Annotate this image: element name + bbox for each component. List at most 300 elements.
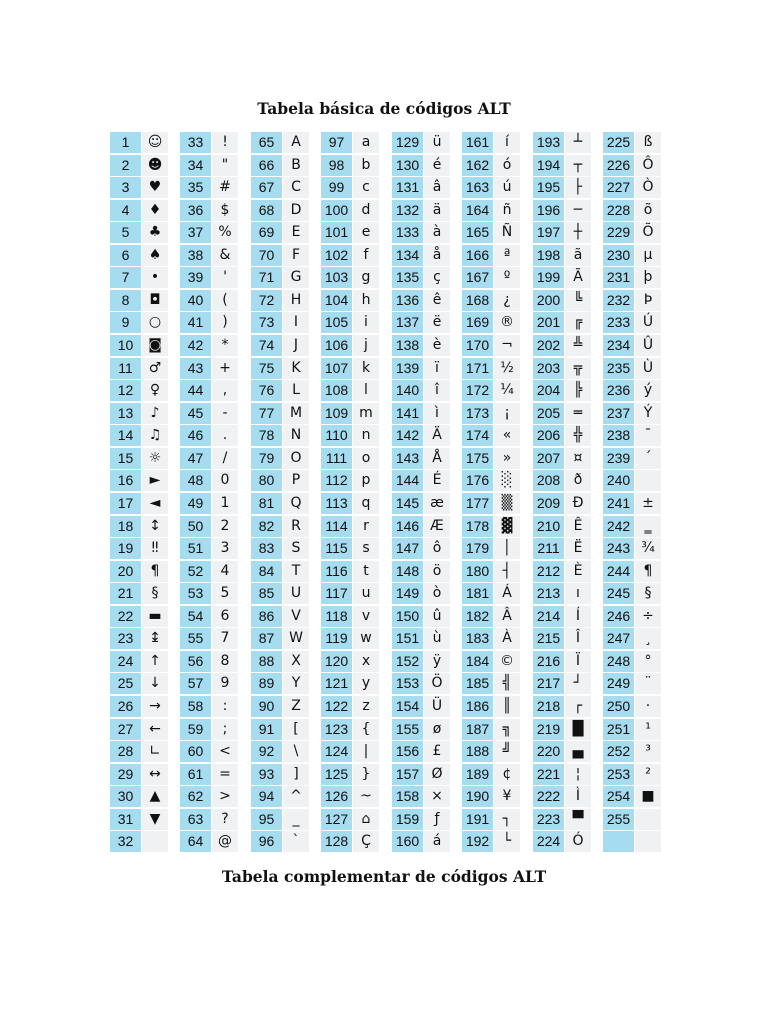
table-cell xyxy=(251,696,309,717)
table-cell xyxy=(251,538,309,559)
alt-code-number: 81 xyxy=(251,493,282,514)
table-cell xyxy=(392,538,450,559)
alt-code-character: ↓ xyxy=(142,673,168,694)
alt-code-number: 103 xyxy=(321,267,352,288)
alt-code-character: ↑ xyxy=(142,651,168,672)
alt-code-character: x xyxy=(353,651,379,672)
alt-code-number: 79 xyxy=(251,448,282,469)
alt-code-character: a xyxy=(353,132,379,153)
alt-code-character: Æ xyxy=(424,516,450,537)
alt-code-number: 18 xyxy=(110,516,141,537)
alt-code-number: 148 xyxy=(392,561,423,582)
alt-code-character: Ú xyxy=(635,312,661,333)
table-cell xyxy=(533,222,591,243)
table-cell xyxy=(251,719,309,740)
table-cell xyxy=(533,177,591,198)
alt-code-character: | xyxy=(353,741,379,762)
alt-code-character: Y xyxy=(283,673,309,694)
alt-code-character: ═ xyxy=(565,403,591,424)
table-cell xyxy=(180,696,238,717)
table-cell xyxy=(533,290,591,311)
table-cell xyxy=(180,267,238,288)
table-cell xyxy=(251,628,309,649)
alt-code-character: ▄ xyxy=(565,741,591,762)
alt-code-character: × xyxy=(424,786,450,807)
table-cell xyxy=(462,673,520,694)
alt-code-number: 177 xyxy=(462,493,493,514)
table-cell xyxy=(392,583,450,604)
table-cell xyxy=(392,696,450,717)
alt-code-number: 143 xyxy=(392,448,423,469)
alt-code-character: ▼ xyxy=(142,809,168,830)
table-cell xyxy=(603,606,661,627)
table-cell xyxy=(392,741,450,762)
table-cell xyxy=(603,470,661,491)
alt-code-number: 100 xyxy=(321,200,352,221)
alt-code-character: ¦ xyxy=(565,764,591,785)
alt-code-character: ▲ xyxy=(142,786,168,807)
alt-code-number: 65 xyxy=(251,132,282,153)
alt-code-number: 80 xyxy=(251,470,282,491)
alt-code-character: ┬ xyxy=(565,155,591,176)
alt-code-character: ¶ xyxy=(635,561,661,582)
table-cell xyxy=(533,425,591,446)
alt-code-character: , xyxy=(212,380,238,401)
table-cell xyxy=(321,290,379,311)
table-cell xyxy=(180,312,238,333)
alt-code-number: 223 xyxy=(533,809,564,830)
table-cell xyxy=(321,380,379,401)
alt-code-character: É xyxy=(424,470,450,491)
table-cell xyxy=(603,358,661,379)
alt-code-number: 153 xyxy=(392,673,423,694)
alt-code-character: ¾ xyxy=(635,538,661,559)
alt-code-number: 66 xyxy=(251,155,282,176)
table-cell xyxy=(533,403,591,424)
table-cell xyxy=(251,358,309,379)
alt-code-character: e xyxy=(353,222,379,243)
table-cell xyxy=(251,583,309,604)
alt-code-character: Ø xyxy=(424,764,450,785)
alt-code-number: 82 xyxy=(251,516,282,537)
alt-code-number: 241 xyxy=(603,493,634,514)
table-cell xyxy=(321,155,379,176)
alt-code-number: 230 xyxy=(603,245,634,266)
alt-code-character: ~ xyxy=(353,786,379,807)
alt-code-character: ⌂ xyxy=(353,809,379,830)
alt-code-character: ü xyxy=(424,132,450,153)
alt-code-number: 246 xyxy=(603,606,634,627)
alt-code-character: À xyxy=(494,628,520,649)
table-cell xyxy=(110,267,168,288)
alt-code-character: ‼ xyxy=(142,538,168,559)
alt-code-character: C xyxy=(283,177,309,198)
alt-code-number: 73 xyxy=(251,312,282,333)
alt-code-number: 234 xyxy=(603,335,634,356)
alt-code-number: 221 xyxy=(533,764,564,785)
alt-code-character: ; xyxy=(212,719,238,740)
alt-code-number: 209 xyxy=(533,493,564,514)
table-cell xyxy=(110,628,168,649)
table-cell xyxy=(180,177,238,198)
table-cell xyxy=(533,312,591,333)
alt-code-number: 219 xyxy=(533,719,564,740)
alt-code-character: b xyxy=(353,155,379,176)
table-cell xyxy=(462,290,520,311)
alt-code-number: 210 xyxy=(533,516,564,537)
alt-code-number: 128 xyxy=(321,831,352,852)
alt-code-number: 163 xyxy=(462,177,493,198)
alt-code-number: 132 xyxy=(392,200,423,221)
alt-code-number: 151 xyxy=(392,628,423,649)
alt-code-number: 31 xyxy=(110,809,141,830)
alt-code-character: > xyxy=(212,786,238,807)
table-cell xyxy=(533,380,591,401)
table-cell xyxy=(180,628,238,649)
table-cell xyxy=(603,809,661,830)
alt-code-character: ] xyxy=(283,764,309,785)
alt-code-character: 7 xyxy=(212,628,238,649)
alt-code-character: ë xyxy=(424,312,450,333)
table-cell xyxy=(392,673,450,694)
table-cell xyxy=(110,132,168,153)
table-cell xyxy=(392,831,450,852)
table-cell xyxy=(180,538,238,559)
table-cell xyxy=(321,470,379,491)
alt-code-number: 90 xyxy=(251,696,282,717)
table-cell xyxy=(180,764,238,785)
table-cell xyxy=(110,470,168,491)
alt-code-number: 213 xyxy=(533,583,564,604)
alt-code-character: r xyxy=(353,516,379,537)
alt-code-number: 42 xyxy=(180,335,211,356)
alt-code-number: 75 xyxy=(251,358,282,379)
alt-code-number: 25 xyxy=(110,673,141,694)
alt-code-character: ◘ xyxy=(142,290,168,311)
alt-code-number: 176 xyxy=(462,470,493,491)
section-title: Tabela complementar de códigos ALT xyxy=(221,867,547,886)
alt-code-number: 92 xyxy=(251,741,282,762)
alt-code-character: Þ xyxy=(635,290,661,311)
table-cell xyxy=(462,132,520,153)
alt-code-character: } xyxy=(353,764,379,785)
alt-code-character: Ä xyxy=(424,425,450,446)
table-cell xyxy=(110,380,168,401)
table-cell xyxy=(180,606,238,627)
alt-code-character: § xyxy=(142,583,168,604)
alt-code-number: 104 xyxy=(321,290,352,311)
alt-code-number: 43 xyxy=(180,358,211,379)
table-cell xyxy=(110,651,168,672)
alt-code-number: 168 xyxy=(462,290,493,311)
table-cell xyxy=(180,493,238,514)
alt-code-character: ß xyxy=(635,132,661,153)
alt-code-character: f xyxy=(353,245,379,266)
table-cell xyxy=(321,538,379,559)
alt-code-number: 211 xyxy=(533,538,564,559)
alt-code-character: ¿ xyxy=(494,290,520,311)
table-cell xyxy=(110,448,168,469)
alt-code-character: Á xyxy=(494,583,520,604)
alt-code-number: 1 xyxy=(110,132,141,153)
alt-code-character: ‗ xyxy=(635,516,661,537)
table-cell xyxy=(110,538,168,559)
alt-code-character: Ñ xyxy=(494,222,520,243)
alt-code-character: ╗ xyxy=(494,719,520,740)
alt-code-character: ♂ xyxy=(142,358,168,379)
table-cell xyxy=(462,155,520,176)
alt-code-character: é xyxy=(424,155,450,176)
alt-code-number: 165 xyxy=(462,222,493,243)
alt-code-number: 47 xyxy=(180,448,211,469)
alt-code-number: 86 xyxy=(251,606,282,627)
table-cell xyxy=(321,741,379,762)
alt-code-number: 190 xyxy=(462,786,493,807)
alt-code-number: 232 xyxy=(603,290,634,311)
table-cell xyxy=(321,358,379,379)
table-cell xyxy=(392,764,450,785)
alt-code-number: 70 xyxy=(251,245,282,266)
table-cell xyxy=(533,673,591,694)
alt-code-character: ÿ xyxy=(424,651,450,672)
alt-code-character: Ê xyxy=(565,516,591,537)
table-cell xyxy=(392,493,450,514)
alt-code-number: 7 xyxy=(110,267,141,288)
table-cell xyxy=(180,786,238,807)
alt-code-number: 24 xyxy=(110,651,141,672)
alt-code-character: ? xyxy=(212,809,238,830)
alt-code-number: 167 xyxy=(462,267,493,288)
table-cell xyxy=(180,425,238,446)
alt-code-number: 242 xyxy=(603,516,634,537)
alt-code-number: 249 xyxy=(603,673,634,694)
alt-code-number: 228 xyxy=(603,200,634,221)
alt-code-number: 101 xyxy=(321,222,352,243)
alt-code-character: ¢ xyxy=(494,764,520,785)
alt-code-character: G xyxy=(283,267,309,288)
alt-code-character: S xyxy=(283,538,309,559)
alt-code-character: = xyxy=(212,764,238,785)
table-cell xyxy=(603,132,661,153)
alt-code-number: 15 xyxy=(110,448,141,469)
alt-code-character: ♣ xyxy=(142,222,168,243)
alt-code-character: ´ xyxy=(635,448,661,469)
alt-code-character: g xyxy=(353,267,379,288)
alt-code-character: § xyxy=(635,583,661,604)
alt-code-character: ♫ xyxy=(142,425,168,446)
alt-code-character: 6 xyxy=(212,606,238,627)
alt-code-number: 2 xyxy=(110,155,141,176)
alt-code-number: 125 xyxy=(321,764,352,785)
alt-code-number: 46 xyxy=(180,425,211,446)
table-cell xyxy=(603,516,661,537)
alt-code-number: 85 xyxy=(251,583,282,604)
alt-code-number: 137 xyxy=(392,312,423,333)
alt-code-number: 240 xyxy=(603,470,634,491)
table-cell xyxy=(392,177,450,198)
alt-code-character: w xyxy=(353,628,379,649)
alt-code-number: 64 xyxy=(180,831,211,852)
alt-code-character: ª xyxy=(494,245,520,266)
alt-code-number: 196 xyxy=(533,200,564,221)
alt-code-number: 131 xyxy=(392,177,423,198)
alt-code-character: Ì xyxy=(565,786,591,807)
table-cell xyxy=(321,425,379,446)
table-cell xyxy=(392,470,450,491)
alt-code-character: ┘ xyxy=(565,673,591,694)
alt-code-character: Ò xyxy=(635,177,661,198)
alt-code-number: 166 xyxy=(462,245,493,266)
alt-code-character: ½ xyxy=(494,358,520,379)
alt-code-character: ▒ xyxy=(494,493,520,514)
alt-code-number: 3 xyxy=(110,177,141,198)
table-cell xyxy=(603,673,661,694)
alt-code-number: 69 xyxy=(251,222,282,243)
alt-code-character: _ xyxy=(283,809,309,830)
alt-code-character: t xyxy=(353,561,379,582)
table-cell xyxy=(533,561,591,582)
alt-code-number: 202 xyxy=(533,335,564,356)
table-cell xyxy=(110,200,168,221)
alt-code-character xyxy=(635,831,661,852)
alt-code-character: ▀ xyxy=(565,809,591,830)
alt-code-number: 39 xyxy=(180,267,211,288)
table-cell xyxy=(110,764,168,785)
alt-code-character: ║ xyxy=(494,696,520,717)
table-cell xyxy=(462,516,520,537)
table-cell xyxy=(392,222,450,243)
alt-code-character: [ xyxy=(283,719,309,740)
table-cell xyxy=(180,222,238,243)
alt-code-number: 203 xyxy=(533,358,564,379)
table-cell xyxy=(603,719,661,740)
alt-code-number: 231 xyxy=(603,267,634,288)
table-cell xyxy=(110,561,168,582)
alt-code-character: ý xyxy=(635,380,661,401)
alt-code-character: Ô xyxy=(635,155,661,176)
alt-code-number: 58 xyxy=(180,696,211,717)
table-cell xyxy=(321,267,379,288)
table-cell xyxy=(462,719,520,740)
table-cell xyxy=(603,177,661,198)
table-cell xyxy=(462,222,520,243)
alt-code-number: 180 xyxy=(462,561,493,582)
alt-code-character: ® xyxy=(494,312,520,333)
alt-code-number: 251 xyxy=(603,719,634,740)
alt-code-number: 62 xyxy=(180,786,211,807)
table-cell xyxy=(462,809,520,830)
alt-code-number: 254 xyxy=(603,786,634,807)
table-cell xyxy=(392,380,450,401)
table-cell xyxy=(533,696,591,717)
alt-code-number: 107 xyxy=(321,358,352,379)
alt-code-character: E xyxy=(283,222,309,243)
table-cell xyxy=(392,155,450,176)
alt-code-character: â xyxy=(424,177,450,198)
alt-code-character: ╝ xyxy=(494,741,520,762)
table-cell xyxy=(462,470,520,491)
alt-code-character xyxy=(635,470,661,491)
alt-code-number: 87 xyxy=(251,628,282,649)
alt-code-number: 154 xyxy=(392,696,423,717)
alt-code-number: 22 xyxy=(110,606,141,627)
alt-code-character: ├ xyxy=(565,177,591,198)
table-cell xyxy=(462,335,520,356)
alt-code-number: 204 xyxy=(533,380,564,401)
alt-code-number: 113 xyxy=(321,493,352,514)
alt-code-character: ♥ xyxy=(142,177,168,198)
table-cell xyxy=(533,155,591,176)
table-cell xyxy=(392,358,450,379)
alt-code-number: 139 xyxy=(392,358,423,379)
alt-code-character: Ý xyxy=(635,403,661,424)
alt-code-number: 187 xyxy=(462,719,493,740)
table-cell xyxy=(251,335,309,356)
alt-code-character: ► xyxy=(142,470,168,491)
alt-code-character: L xyxy=(283,380,309,401)
table-cell xyxy=(392,403,450,424)
alt-code-character: Å xyxy=(424,448,450,469)
alt-code-number: 4 xyxy=(110,200,141,221)
alt-code-character: ╔ xyxy=(565,312,591,333)
table-cell xyxy=(110,312,168,333)
alt-code-character: Ð xyxy=(565,493,591,514)
alt-code-number: 76 xyxy=(251,380,282,401)
table-cell xyxy=(321,651,379,672)
alt-code-number: 68 xyxy=(251,200,282,221)
alt-code-number: 89 xyxy=(251,673,282,694)
alt-code-number: 164 xyxy=(462,200,493,221)
alt-code-number: 179 xyxy=(462,538,493,559)
table-cell xyxy=(392,425,450,446)
table-cell xyxy=(462,425,520,446)
table-cell xyxy=(251,493,309,514)
alt-code-character: Õ xyxy=(635,222,661,243)
table-cell xyxy=(251,831,309,852)
alt-code-number: 10 xyxy=(110,335,141,356)
table-cell xyxy=(603,538,661,559)
alt-code-number: 250 xyxy=(603,696,634,717)
alt-code-character: d xyxy=(353,200,379,221)
alt-code-character: Î xyxy=(565,628,591,649)
alt-code-character: 8 xyxy=(212,651,238,672)
table-cell xyxy=(110,741,168,762)
alt-code-number: 157 xyxy=(392,764,423,785)
table-cell xyxy=(321,561,379,582)
table-cell xyxy=(462,628,520,649)
table-cell xyxy=(110,245,168,266)
alt-code-number: 83 xyxy=(251,538,282,559)
alt-code-character: ` xyxy=(283,831,309,852)
table-cell xyxy=(533,741,591,762)
alt-code-number: 127 xyxy=(321,809,352,830)
alt-code-character: ◙ xyxy=(142,335,168,356)
table-cell xyxy=(180,155,238,176)
table-cell xyxy=(392,606,450,627)
table-cell xyxy=(462,786,520,807)
table-cell xyxy=(180,403,238,424)
alt-code-character: J xyxy=(283,335,309,356)
alt-code-character: └ xyxy=(494,831,520,852)
table-cell xyxy=(603,403,661,424)
alt-code-character: B xyxy=(283,155,309,176)
alt-code-number: 134 xyxy=(392,245,423,266)
alt-code-character: 9 xyxy=(212,673,238,694)
alt-code-number: 111 xyxy=(321,448,352,469)
alt-code-number: 63 xyxy=(180,809,211,830)
alt-code-number: 159 xyxy=(392,809,423,830)
table-cell xyxy=(180,335,238,356)
